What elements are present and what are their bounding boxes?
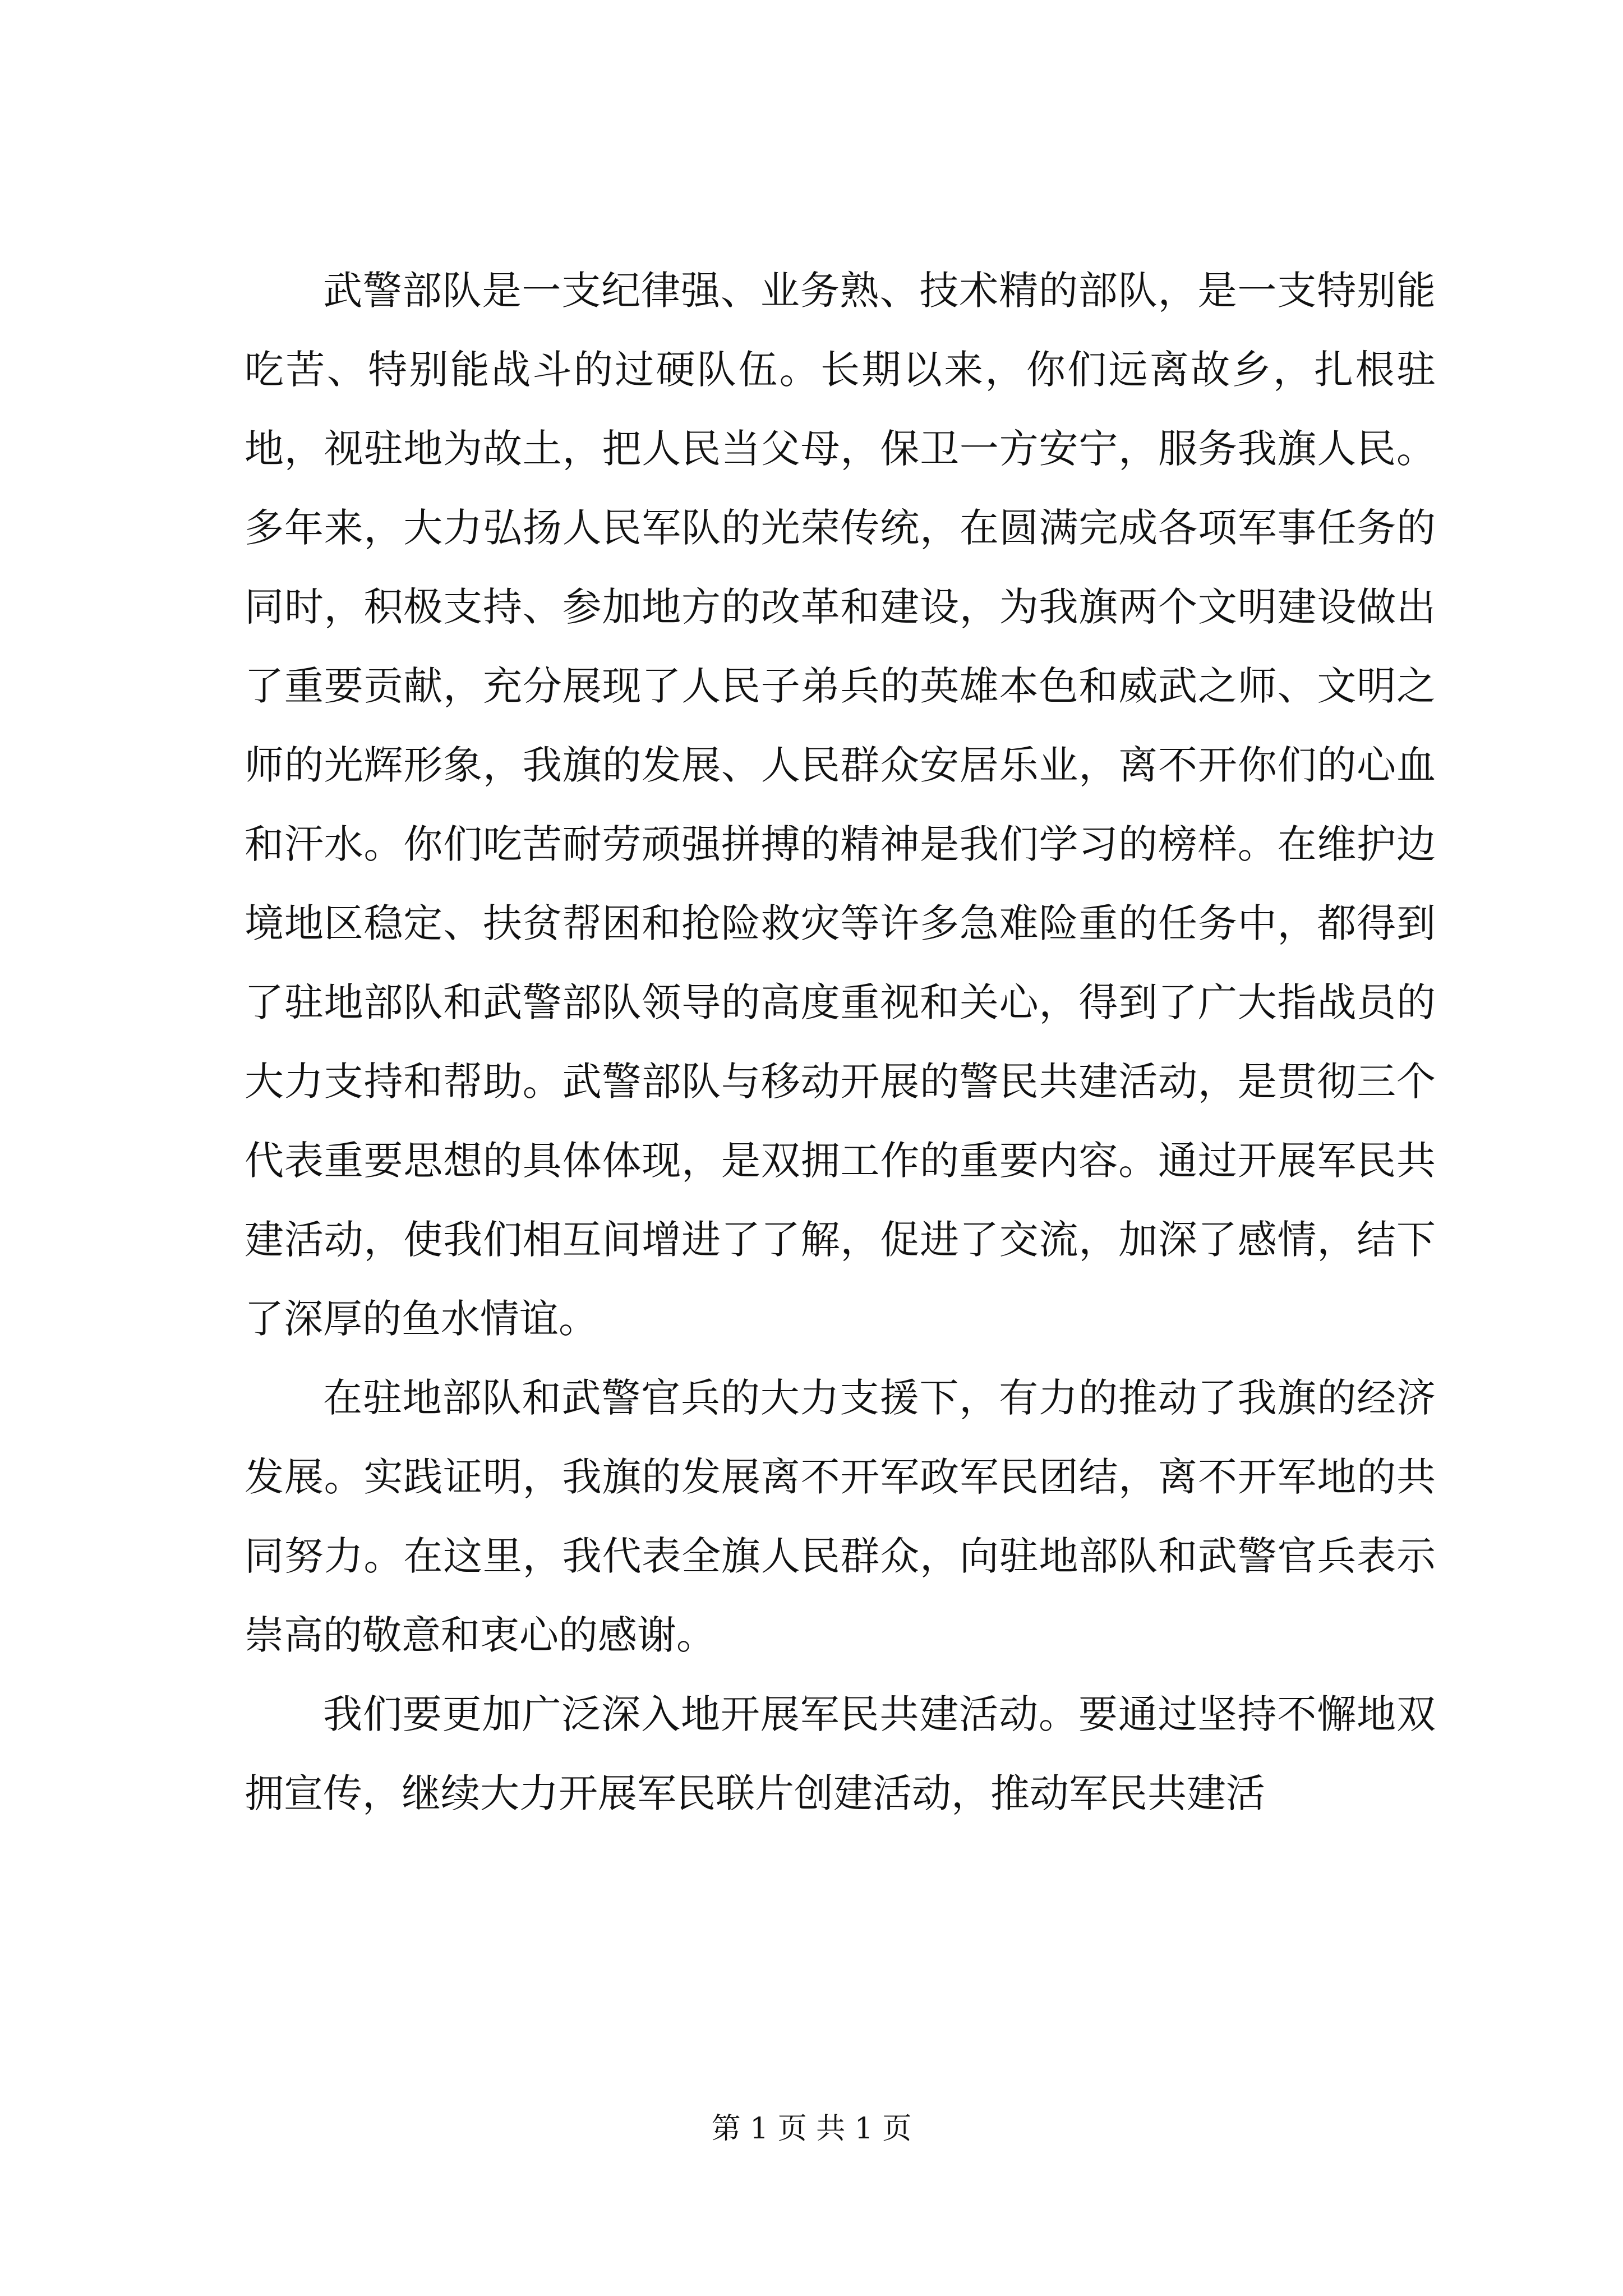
page-footer: 第 1 页 共 1 页 bbox=[711, 2112, 912, 2146]
document-body bbox=[245, 251, 1436, 1833]
paragraph-2: 在驻地部队和武警官兵的大力支援下，有力的推动了我旗的经济发展。实践证明，我旗的发展离不开军政军民团结，离不开军地的共同努力。在这里，我代表全旗人民群众，向驻地部队和武警官兵表示崇高的敬意和衷心的感谢。 bbox=[245, 1375, 1436, 1658]
paragraph-1: 武警部队是一支纪律强、业务熟、技术精的部队，是一支特别能吃苦、特别能战斗的过硬队伍。长期以来，你们远离故乡，扎根驻地，视驻地为故土，把人民当父母，保卫一方安宁，服务我旗人民。多年来，大力弘扬人民军队的光荣传统，在圆满完成各项军事任务的同时，积极支持、参加地方的改革和建设，为我旗两个文明建设做出了重要贡献，充分展现了人民子弟兵的英雄本色和威武之师、文明之师的光辉形象，我旗的发展、人民群众安居乐业，离不开你们的心血和汗水。你们吃苦耐劳顽强拼搏的精神是我们学习的榜样。在维护边境地区稳定、扶贫帮困和抢险救灾等许多急难险重的任务中，都得到了驻地部队和武警部队领导的高度重视和关心，得到了广大指战员的大力支持和帮助。武警部队与移动开展的警民共建活动，是贯彻三个代表重要思想的具体体现，是双拥工作的重要内容。通过开展军民共建活动，使我们相互间增进了了解，促进了交流，加深了感情，结下了深厚的鱼水情谊。 bbox=[245, 268, 1436, 1342]
paragraph-3: 我们要更加广泛深入地开展军民共建活动。要通过坚持不懈地双拥宣传，继续大力开展军民联片创建活动，推动军民共建活 bbox=[245, 1691, 1436, 1816]
